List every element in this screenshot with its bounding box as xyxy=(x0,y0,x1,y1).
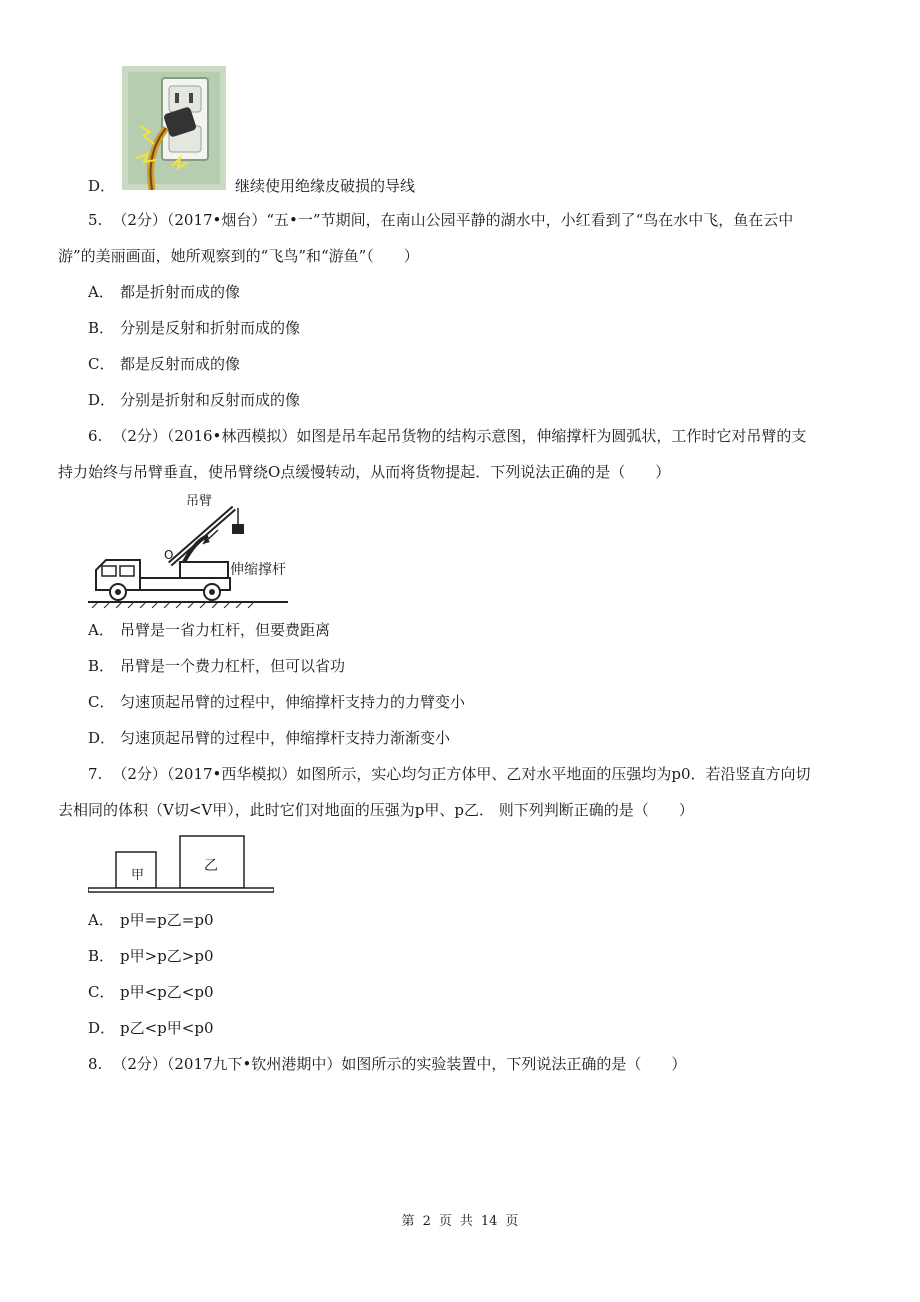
footer-suffix: 页 xyxy=(505,1214,519,1229)
q7-option-d[interactable] xyxy=(88,1018,214,1038)
option-text: 都是折射而成的像 xyxy=(120,283,241,301)
footer-mid1: 页 xyxy=(438,1214,452,1229)
cube-label-jia: 甲 xyxy=(131,868,145,883)
socket-picture xyxy=(122,66,226,190)
option-letter: D． xyxy=(88,177,116,195)
q5-option-c[interactable] xyxy=(88,354,240,374)
option-text: p甲=p乙=p0 xyxy=(120,911,214,929)
option-letter: C． xyxy=(88,355,115,373)
q7-option-a[interactable] xyxy=(88,910,214,930)
footer-page-number: 2 xyxy=(422,1214,431,1229)
question-number: 6. xyxy=(88,427,103,445)
option-letter: B． xyxy=(88,657,115,675)
option-text: 都是反射而成的像 xyxy=(120,355,241,373)
option-letter: C． xyxy=(88,983,115,1001)
option-text: p乙<p甲<p0 xyxy=(120,1019,214,1037)
option-text: 分别是反射和折射而成的像 xyxy=(120,319,301,337)
q6-option-d[interactable] xyxy=(88,728,450,748)
option-text: 吊臂是一个费力杠杆，但可以省功 xyxy=(120,657,346,675)
q7-stem-line1 xyxy=(88,764,811,784)
footer-total-pages: 14 xyxy=(480,1214,498,1229)
option-letter: A． xyxy=(88,283,114,301)
option-letter: A． xyxy=(88,911,114,929)
option-text: 匀速顶起吊臂的过程中，伸缩撑杆支持力渐渐变小 xyxy=(120,729,451,747)
q6-option-b[interactable] xyxy=(88,656,345,676)
q5-stem-line2: 游”的美丽画面，她所观察到的“飞鸟”和“游鱼”（ ） xyxy=(58,247,419,265)
option-text: p甲<p乙<p0 xyxy=(120,983,214,1001)
page-footer xyxy=(0,1210,920,1229)
q4-option-d[interactable] xyxy=(88,176,415,196)
q7-option-b[interactable] xyxy=(88,946,214,966)
option-text: 分别是折射和反射而成的像 xyxy=(120,391,301,409)
q6-stem-line2: 持力始终与吊臂垂直，使吊臂绕O点缓慢转动，从而将货物提起．下列说法正确的是（ ） xyxy=(58,463,671,481)
q6-stem-line1 xyxy=(88,426,806,446)
option-text: 匀速顶起吊臂的过程中，伸缩撑杆支持力的力臂变小 xyxy=(120,693,466,711)
cubes-diagram xyxy=(88,832,274,898)
question-text: （2分）（2017九下•钦州港期中）如图所示的实验装置中，下列说法正确的是（ ） xyxy=(112,1055,687,1073)
question-number: 8. xyxy=(88,1055,103,1073)
crane-label-rod: 伸缩撑杆 xyxy=(230,562,286,578)
question-number: 7. xyxy=(88,765,103,783)
option-text: p甲>p乙>p0 xyxy=(120,947,214,965)
option-letter: D． xyxy=(88,729,116,747)
question-number: 5. xyxy=(88,211,103,229)
question-text: （2分）（2017•烟台）“五•一”节期间，在南山公园平静的湖水中，小红看到了“鸟在水中飞，鱼在云中 xyxy=(112,211,794,229)
crane-label-o: O xyxy=(164,548,174,562)
footer-prefix: 第 xyxy=(401,1214,415,1229)
q7-option-c[interactable] xyxy=(88,982,214,1002)
q5-option-a[interactable] xyxy=(88,282,240,302)
option-letter: C． xyxy=(88,693,115,711)
option-text: 继续使用绝缘皮破损的导线 xyxy=(235,177,416,195)
q5-stem-line1 xyxy=(88,210,793,230)
q5-option-b[interactable] xyxy=(88,318,300,338)
option-text: 吊臂是一省力杠杆，但要费距离 xyxy=(120,621,331,639)
question-text: （2分）（2016•林西模拟）如图是吊车起吊货物的结构示意图，伸缩撑杆为圆弧状，工作时它对吊臂的支 xyxy=(112,427,807,445)
option-letter: B． xyxy=(88,319,115,337)
q6-option-a[interactable] xyxy=(88,620,330,640)
q5-option-d[interactable] xyxy=(88,390,300,410)
cube-label-yi: 乙 xyxy=(204,858,218,874)
option-letter: A． xyxy=(88,621,114,639)
question-text: （2分）（2017•西华模拟）如图所示，实心均匀正方体甲、乙对水平地面的压强均为p0．若沿竖直方向切 xyxy=(112,765,811,783)
option-letter: B． xyxy=(88,947,115,965)
q6-option-c[interactable] xyxy=(88,692,465,712)
option-letter: D． xyxy=(88,1019,116,1037)
crane-label-arm: 吊臂 xyxy=(186,494,213,509)
footer-mid2: 共 xyxy=(459,1214,473,1229)
option-letter: D． xyxy=(88,391,116,409)
q7-stem-line2: 去相同的体积（V切<V甲），此时它们对地面的压强为p甲、p乙． 则下列判断正确的是（ ） xyxy=(58,801,694,819)
q8-stem-line1 xyxy=(88,1054,686,1074)
